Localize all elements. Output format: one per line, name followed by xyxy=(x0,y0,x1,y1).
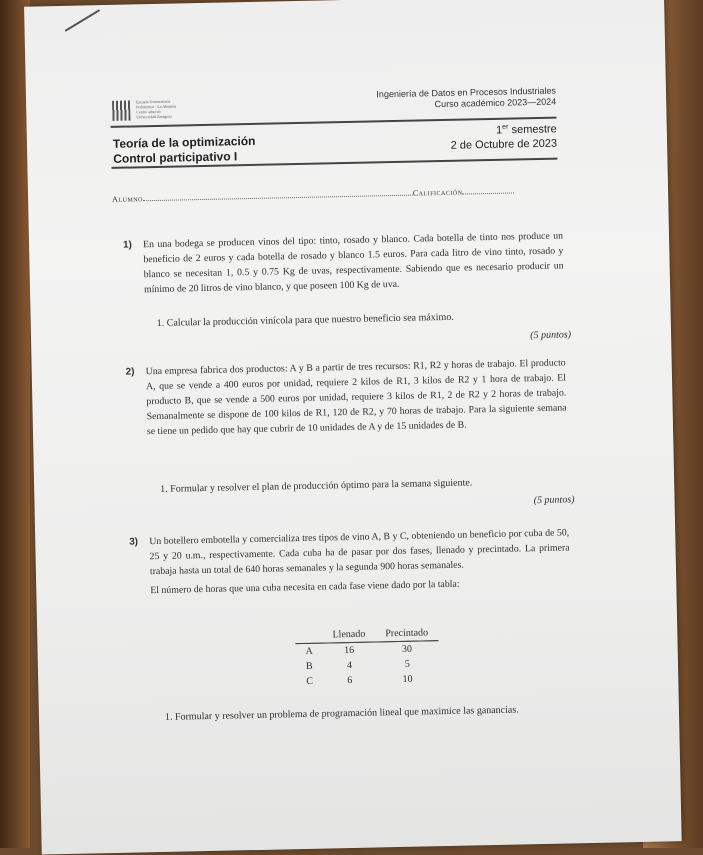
hours-table xyxy=(295,626,439,689)
program-name: Ingeniería de Datos en Procesos Industriales xyxy=(376,85,557,100)
table-header: Llenado xyxy=(322,627,375,643)
question-3 xyxy=(129,525,570,598)
semester-block xyxy=(450,120,557,153)
table-cell: A xyxy=(305,645,313,657)
question-text-2: El número de horas que una cuba necesita en cada fase viene dado por la tabla: xyxy=(150,578,460,597)
exam-date: 2 de Octubre de 2023 xyxy=(450,137,558,152)
question-1-subitem: 1. Calcular la producción vinícola para que nuestro beneficio sea máximo. xyxy=(156,311,454,329)
table-header xyxy=(295,629,323,644)
question-2-points: (5 puntos) xyxy=(533,494,575,507)
course-title: Teoría de la optimización xyxy=(112,133,256,151)
semester: 1er semestre xyxy=(495,123,557,137)
desk-left-edge xyxy=(0,0,30,848)
alumno-field[interactable] xyxy=(143,189,413,202)
question-number: 1) xyxy=(122,239,132,251)
exam-title: Control participativo I xyxy=(113,149,238,166)
exam-paper xyxy=(24,0,682,855)
academic-year: Curso académico 2023—2024 xyxy=(434,96,557,110)
logo-emblem-icon xyxy=(112,101,130,121)
pen-mark xyxy=(65,9,100,31)
table-cell: B xyxy=(305,660,313,672)
question-number: 3) xyxy=(129,536,139,548)
question-2-subitem: 1. Formular y resolver el plan de producción óptimo para la semana siguiente. xyxy=(160,477,473,495)
course-block xyxy=(113,134,256,167)
question-1 xyxy=(123,228,564,297)
question-1-points: (5 puntos) xyxy=(530,329,572,342)
question-text: Un botellero embotella y comercializa tres tipos de vino A, B y C, obteniendo un beneficio por cuba de 50, 25 y 20 u.m., respectivamente. Cada cuba ha de pasar por dos fases, llenado y precintado. La primera trabaja hasta un total de 640 horas semanales y la segunda 900 horas semanales. xyxy=(149,527,570,578)
table-cell: 4 xyxy=(346,659,353,672)
question-2 xyxy=(126,355,567,439)
student-row xyxy=(112,185,562,203)
table-cell: 16 xyxy=(344,644,355,657)
question-number: 2) xyxy=(125,366,135,378)
table-cell: 6 xyxy=(347,674,353,687)
question-text: En una bodega se producen vinos del tipo: tinto, rosado y blanco. Cada botella de tinto nos produce un beneficio de 2 euros y cada botella de rosado y blanco 1.5 euros. Para cada litro de vino tinto, rosado y blanco se necesitan 1, 0.5 y 0.75 Kg de uvas, respectivamente. Sabiendo que es necesario producir un mínimo de 20 litros de vino blanco, y que poseen 100 Kg de uva. xyxy=(142,230,564,296)
question-text: Una empresa fabrica dos productos: A y B a partir de tres recursos: R1, R2 y horas de trabajo. El producto A, que se vende a 400 euros por unidad, requiere 2 kilos de R1, 3 kilos de R2 y 1 hora de trabajo. El producto B, que se vende a 500 euros por unidad, requiere 3 kilos de R1, 2 de R2 y 2 horas de trabajo. Semanalmente se dispone de 100 kilos de R1, 120 de R2, y 70 horas de trabajo. Para la siguiente semana se tiene un pedido que hay que cubrir de 10 unidades de A y de 15 unidades de B. xyxy=(145,357,567,438)
logo-text: Escuela Universitaria Politécnica · La Almunia Centro adscrito Universidad Zaragoza xyxy=(136,98,177,120)
program-header xyxy=(376,86,556,112)
calificacion-label: Calificación xyxy=(412,187,463,198)
calificacion-field[interactable] xyxy=(462,186,514,194)
table-cell: 30 xyxy=(401,643,413,655)
table-cell: 10 xyxy=(402,673,413,685)
table-row xyxy=(296,671,439,689)
alumno-label: Alumno xyxy=(112,194,143,204)
university-logo xyxy=(112,98,232,123)
table-cell: 5 xyxy=(404,658,410,670)
table-cell: C xyxy=(306,675,314,687)
table-header: Precintado xyxy=(375,626,438,642)
question-3-subitem: 1. Formular y resolver un problema de programación lineal que maximice las ganancias. xyxy=(164,704,519,723)
